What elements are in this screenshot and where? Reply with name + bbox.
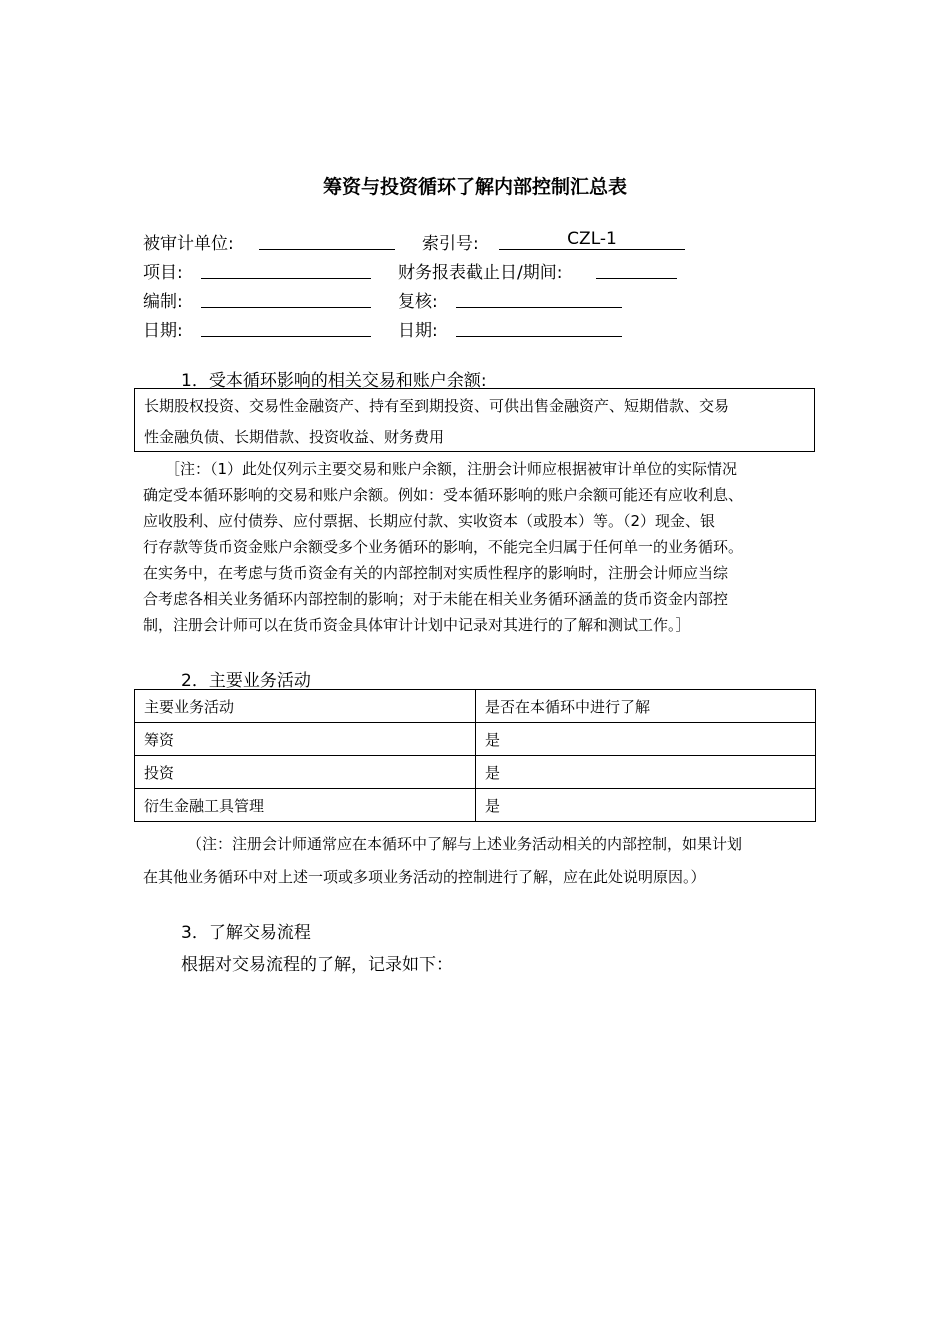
section3-heading: 3．了解交易流程: [181, 923, 311, 943]
project-label: 项目:: [143, 263, 183, 283]
table-header-cell: 主要业务活动: [135, 690, 476, 723]
period-field[interactable]: [596, 258, 677, 279]
page-title: 筹资与投资循环了解内部控制汇总表: [322, 176, 627, 198]
table-cell: 筹资: [135, 723, 476, 756]
accounts-box: [134, 388, 815, 452]
audited-unit-field[interactable]: [259, 229, 395, 250]
table-header-row: [135, 690, 816, 723]
review-field[interactable]: [456, 287, 622, 308]
date-field[interactable]: [201, 316, 371, 337]
accounts-line: 性金融负债、长期借款、投资收益、财务费用: [144, 428, 445, 446]
period-label: 财务报表截止日/期间:: [398, 263, 563, 283]
prepared-field[interactable]: [201, 287, 371, 308]
section1-note: [143, 456, 823, 638]
section2-note: [143, 828, 823, 894]
activities-table: [134, 689, 816, 822]
table-cell: 投资: [135, 756, 476, 789]
note-line: 应收股利、应付债券、应付票据、长期应付款、实收资本（或股本）等。（2）现金、银: [143, 512, 716, 530]
review-date-label: 日期:: [398, 321, 438, 341]
review-label: 复核:: [398, 292, 438, 312]
accounts-line: 长期股权投资、交易性金融资产、持有至到期投资、可供出售金融资产、短期借款、交易: [144, 397, 730, 415]
project-field[interactable]: [201, 258, 371, 279]
table-row: [135, 756, 816, 789]
table-cell: 是: [476, 723, 816, 756]
date-label: 日期:: [143, 321, 183, 341]
section3-intro: 根据对交易流程的了解，记录如下：: [181, 955, 453, 975]
note-line: 合考虑各相关业务循环内部控制的影响；对于未能在相关业务循环涵盖的货币资金内部控: [143, 590, 729, 608]
table-row: [135, 789, 816, 822]
table-cell: 是: [476, 789, 816, 822]
note-line: 在其他业务循环中对上述一项或多项业务活动的控制进行了解，应在此处说明原因。）: [143, 868, 706, 886]
note-line: 制，注册会计师可以在货币资金具体审计计划中记录对其进行的了解和测试工作。］: [143, 616, 691, 634]
table-row: [135, 723, 816, 756]
section2-heading: 2．主要业务活动: [181, 671, 311, 691]
prepared-label: 编制:: [143, 292, 183, 312]
note-line: 确定受本循环影响的交易和账户余额。例如：受本循环影响的账户余额可能还有应收利息、: [143, 486, 744, 504]
note-line: ［注：（1）此处仅列示主要交易和账户余额，注册会计师应根据被审计单位的实际情况: [165, 460, 738, 478]
note-line: 行存款等货币资金账户余额受多个业务循环的影响，不能完全归属于任何单一的业务循环。: [143, 538, 744, 556]
index-field[interactable]: CZL-1: [499, 229, 685, 250]
table-cell: 是: [476, 756, 816, 789]
table-cell: 衍生金融工具管理: [135, 789, 476, 822]
review-date-field[interactable]: [456, 316, 622, 337]
audited-unit-label: 被审计单位:: [143, 234, 234, 254]
note-line: 在实务中，在考虑与货币资金有关的内部控制对实质性程序的影响时，注册会计师应当综: [143, 564, 729, 582]
note-line: （注：注册会计师通常应在本循环中了解与上述业务活动相关的内部控制，如果计划: [187, 835, 743, 853]
index-label: 索引号:: [422, 234, 479, 254]
table-header-cell: 是否在本循环中进行了解: [476, 690, 816, 723]
section1-heading: 1．受本循环影响的相关交易和账户余额:: [181, 371, 487, 391]
